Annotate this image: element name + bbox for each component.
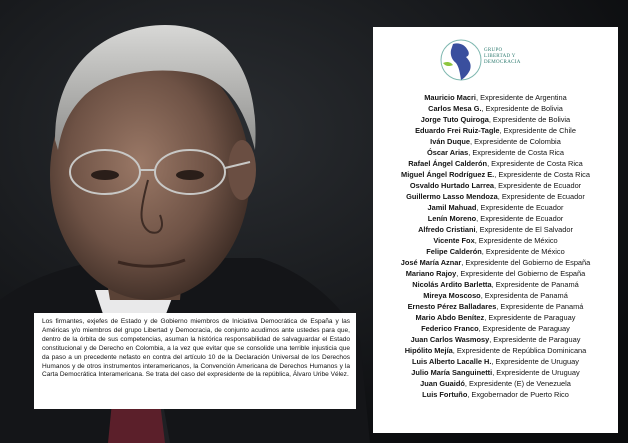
signer-role: , Expresidente de Chile — [499, 126, 576, 135]
signer-name: Mireya Moscoso — [423, 291, 481, 300]
statement-text: Los firmantes, exjefes de Estado y de Gobierno miembros de Iniciativa Democrática de España y las Américas y/o miembros del grupo Libertad y Democracia, de conjunto acudimos ante ustedes para que, dentro de la órbita de sus competencias, asuman la histórica responsabilidad de salvaguardar el Estado constitucional y de Derecho en Colombia, a la vez que evitar que se consolide una terrible injusticia que da paso a un precedente nefasto en contra del artículo 10 de la Declaración Universal de los Derechos Humanos y de otros instrumentos interamericanos, la Convención Americana de Derechos Humanos y la Carta Democrática Interamericana. Se trata del caso del expresidente de la república, Álvaro Uribe Vélez. — [42, 318, 350, 379]
signer-item — [373, 356, 618, 367]
signer-role: , Expresidente de El Salvador — [475, 225, 573, 234]
leaf-icon — [443, 62, 453, 66]
signer-item — [373, 312, 618, 323]
signer-name: Hipólito Mejía — [404, 346, 453, 355]
signer-item — [373, 103, 618, 114]
signer-name: Carlos Mesa G. — [428, 104, 482, 113]
signer-item — [373, 323, 618, 334]
signer-item — [373, 345, 618, 356]
logo-line-2: LIBERTAD Y — [484, 54, 516, 59]
signer-name: Óscar Arias — [427, 148, 469, 157]
signer-role: , Expresidente de Paraguay — [484, 313, 576, 322]
signer-name: Federico Franco — [421, 324, 479, 333]
signer-item — [373, 301, 618, 312]
signer-role: , Expresidente de República Dominicana — [452, 346, 587, 355]
signer-name: Vicente Fox — [433, 236, 475, 245]
signers-card — [373, 27, 618, 433]
signer-role: , Expresidente de Paraguay — [489, 335, 581, 344]
signer-role: , Exgobernador de Puerto Rico — [467, 390, 569, 399]
signer-name: Luis Fortuño — [422, 390, 468, 399]
signer-role: , Expresidente de Argentina — [475, 93, 567, 102]
signer-role: , Expresidente del Gobierno de España — [456, 269, 586, 278]
signer-role: , Expresidente del Gobierno de España — [461, 258, 591, 267]
logo-wordmark — [484, 48, 554, 66]
signer-item — [373, 378, 618, 389]
signer-item — [373, 169, 618, 180]
signer-role: , Expresidente de México — [474, 236, 558, 245]
signer-role: , Expresidente de Uruguay — [492, 368, 580, 377]
signer-role: , Expresidente de Bolivia — [488, 115, 571, 124]
signer-name: Nicolás Ardito Barletta — [412, 280, 492, 289]
signer-name: Mariano Rajoy — [405, 269, 457, 278]
signer-name: Iván Duque — [430, 137, 471, 146]
signer-item — [373, 290, 618, 301]
signer-name: Luis Alberto Lacalle H. — [412, 357, 492, 366]
signer-item — [373, 389, 618, 400]
signer-name: Jorge Tuto Quiroga — [420, 115, 489, 124]
americas-globe-icon — [451, 43, 471, 80]
signer-item — [373, 191, 618, 202]
signer-role: , Expresidente de Costa Rica — [494, 170, 590, 179]
signer-item — [373, 246, 618, 257]
signer-name: Jamil Mahuad — [427, 203, 477, 212]
signer-name: José María Aznar — [400, 258, 462, 267]
logo-line-1: GRUPO — [484, 48, 503, 53]
signer-name: Mauricio Macri — [424, 93, 476, 102]
signer-name: Mario Abdo Benítez — [415, 313, 485, 322]
signer-role: , Expresidente de Paraguay — [478, 324, 570, 333]
signer-item — [373, 147, 618, 158]
signer-item — [373, 257, 618, 268]
signer-item — [373, 202, 618, 213]
signer-name: Felipe Calderón — [426, 247, 482, 256]
signer-name: Guillermo Lasso Mendoza — [406, 192, 498, 201]
signers-list — [373, 92, 618, 400]
signer-role: , Expresidente de Ecuador — [476, 214, 564, 223]
signer-item — [373, 224, 618, 235]
signer-name: Rafael Ángel Calderón — [408, 159, 488, 168]
signer-name: Juan Guaidó — [420, 379, 465, 388]
signer-item — [373, 125, 618, 136]
signer-name: Eduardo Frei Ruiz-Tagle — [415, 126, 500, 135]
logo-line-3: DEMOCRACIA — [484, 60, 521, 65]
signer-name: Osvaldo Hurtado Larrea — [409, 181, 495, 190]
signer-role: , Expresidente de Bolivia — [481, 104, 563, 113]
signer-role: , Expresidente de Costa Rica — [487, 159, 583, 168]
signer-role: , Expresidente de Ecuador — [494, 181, 582, 190]
signer-item — [373, 158, 618, 169]
signer-name: Lenín Moreno — [427, 214, 477, 223]
signer-name: Juan Carlos Wasmosy — [410, 335, 490, 344]
signer-name: Ernesto Pérez Balladares — [407, 302, 497, 311]
signer-item — [373, 136, 618, 147]
signer-name: Miguel Ángel Rodríguez E. — [401, 170, 495, 179]
signer-item — [373, 235, 618, 246]
signer-item — [373, 279, 618, 290]
signer-role: , Expresidente de Colombia — [470, 137, 561, 146]
signer-role: , Expresidente de Costa Rica — [468, 148, 564, 157]
statement-box — [34, 313, 356, 409]
signer-role: , Expresidente de Panamá — [496, 302, 584, 311]
signer-role: , Expresidente de Ecuador — [476, 203, 564, 212]
signer-role: , Expresidente de México — [481, 247, 565, 256]
signer-role: , Expresidenta de Panamá — [480, 291, 568, 300]
signer-name: Alfredo Cristiani — [418, 225, 476, 234]
signer-role: , Expresidente de Uruguay — [491, 357, 579, 366]
signer-item — [373, 367, 618, 378]
signer-item — [373, 334, 618, 345]
signer-item — [373, 92, 618, 103]
signer-item — [373, 114, 618, 125]
signer-role: , Expresidente de Ecuador — [497, 192, 585, 201]
signer-item — [373, 180, 618, 191]
signer-name: Julio María Sanguinetti — [411, 368, 493, 377]
signer-role: , Expresidente de Panamá — [491, 280, 579, 289]
signer-role: , Expresidente (E) de Venezuela — [464, 379, 571, 388]
signer-item — [373, 213, 618, 224]
signer-item — [373, 268, 618, 279]
